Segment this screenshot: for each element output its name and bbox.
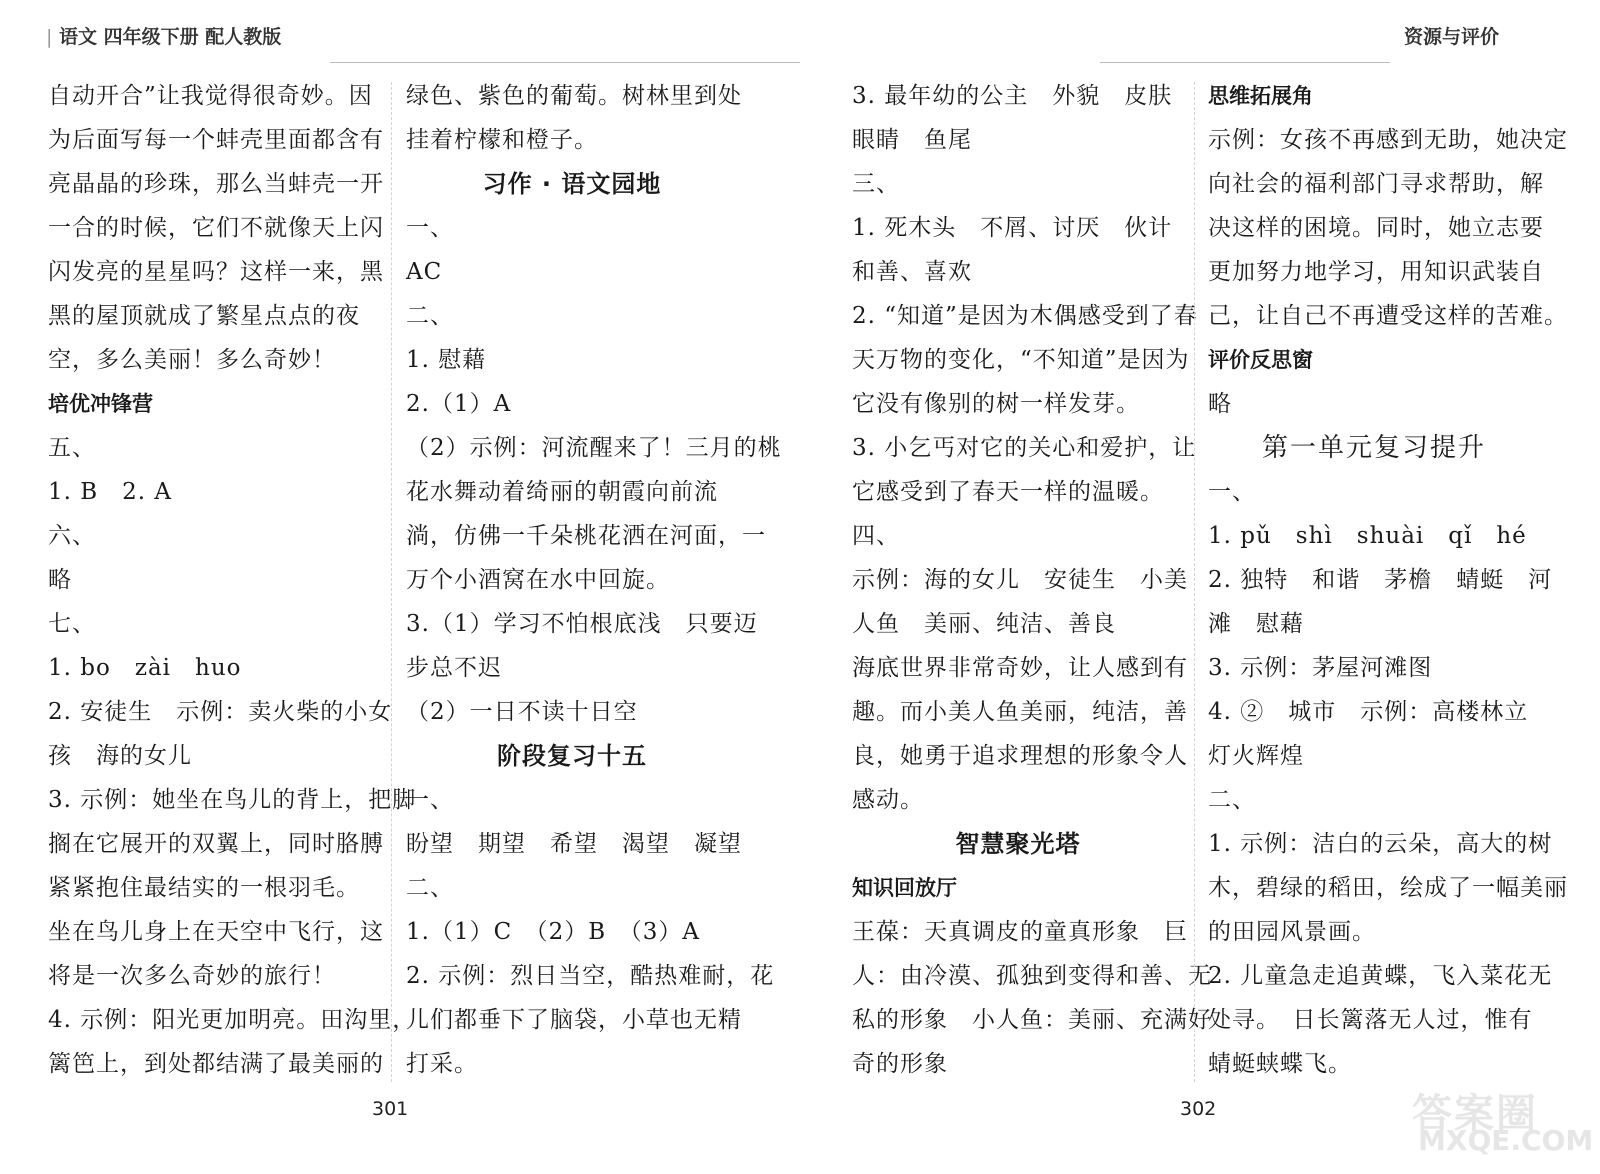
text-line: 趣。而小美人鱼美丽，纯洁，善 bbox=[852, 699, 1188, 725]
text-line: 一、 bbox=[406, 215, 454, 241]
text-line: 绿色、紫色的葡萄。树林里到处 bbox=[406, 83, 742, 109]
text-line: 搁在它展开的双翼上，同时胳膊 bbox=[48, 831, 384, 857]
section-heading: 第一单元复习提升 bbox=[1261, 433, 1486, 463]
text-line: 孩 海的女儿 bbox=[48, 743, 192, 769]
section-heading: 知识回放厅 bbox=[852, 876, 957, 900]
section-heading: 智慧聚光塔 bbox=[955, 830, 1081, 858]
column-1 bbox=[48, 74, 417, 1086]
text-line: 1. pǔ shì shuài qǐ hé bbox=[1208, 523, 1527, 549]
text-line: 打采。 bbox=[406, 1051, 478, 1077]
text-line: 四、 bbox=[852, 523, 900, 549]
text-line: 灯火辉煌 bbox=[1208, 743, 1304, 769]
column-3 bbox=[852, 74, 1212, 1086]
text-line: 处寻。 日长篱落无人过，惟有 bbox=[1208, 1007, 1533, 1033]
text-line: 将是一次多么奇妙的旅行！ bbox=[48, 963, 336, 989]
text-line: 3. 示例：茅屋河滩图 bbox=[1208, 655, 1433, 681]
header-rule-right bbox=[1100, 62, 1390, 63]
header-rule-left bbox=[330, 62, 800, 63]
text-line: 感动。 bbox=[852, 787, 924, 813]
text-line: 2. 安徒生 示例：卖火柴的小女 bbox=[48, 699, 393, 725]
text-line: 4. ② 城市 示例：高楼林立 bbox=[1208, 699, 1529, 725]
text-line: 决这样的困境。同时，她立志要 bbox=[1208, 215, 1544, 241]
text-line: 3.（1）学习不怕根底浅 只要迈 bbox=[406, 611, 758, 637]
text-line: 为后面写每一个蚌壳里面都含有 bbox=[48, 127, 384, 153]
text-line: 1. B 2. A bbox=[48, 479, 173, 505]
section-heading: 评价反思窗 bbox=[1208, 348, 1313, 372]
text-line: 五、 bbox=[48, 435, 96, 461]
watermark-logo: 答案圈 bbox=[1412, 1091, 1538, 1137]
text-line: 二、 bbox=[406, 303, 454, 329]
text-line: 1.（1）C （2）B （3）A bbox=[406, 919, 700, 945]
text-line: 和善、喜欢 bbox=[852, 259, 972, 285]
text-line: 奇的形象 bbox=[852, 1051, 948, 1077]
text-line: 二、 bbox=[1208, 787, 1256, 813]
text-line: 人鱼 美丽、纯洁、善良 bbox=[852, 611, 1116, 637]
text-line: 淌，仿佛一千朵桃花洒在河面，一 bbox=[406, 523, 766, 549]
header-left-text: 语文 四年级下册 配人教版 bbox=[59, 26, 282, 48]
column-4 bbox=[1208, 74, 1568, 1086]
section-heading: 习作 · 语文园地 bbox=[482, 170, 662, 198]
text-line: 蜻蜓蛱蝶飞。 bbox=[1208, 1051, 1352, 1077]
section-heading: 阶段复习十五 bbox=[497, 742, 647, 770]
text-line: 天万物的变化，“不知道”是因为 bbox=[852, 347, 1190, 373]
text-line: 自动开合”让我觉得很奇妙。因 bbox=[48, 83, 373, 109]
text-line: 略 bbox=[48, 567, 72, 593]
text-line: 一合的时候，它们不就像天上闪 bbox=[48, 215, 384, 241]
section-heading: 培优冲锋营 bbox=[48, 392, 153, 416]
text-line: 木，碧绿的稻田，绘成了一幅美丽 bbox=[1208, 875, 1568, 901]
text-line: 黑的屋顶就成了繁星点点的夜 bbox=[48, 303, 360, 329]
text-line: 3. 示例：她坐在鸟儿的背上，把脚 bbox=[48, 787, 417, 813]
text-line: 1. 死木头 不屑、讨厌 伙计 bbox=[852, 215, 1173, 241]
text-line: 2. “知道”是因为木偶感受到了春 bbox=[852, 303, 1198, 329]
text-line: 1. 慰藉 bbox=[406, 347, 487, 373]
text-line: 3. 最年幼的公主 外貌 皮肤 bbox=[852, 83, 1173, 109]
text-line: 它没有像别的树一样发芽。 bbox=[852, 391, 1140, 417]
text-line: 七、 bbox=[48, 611, 96, 637]
column-2 bbox=[406, 74, 782, 1086]
text-line: 挂着柠檬和橙子。 bbox=[406, 127, 598, 153]
watermark-url: MXQE.COM bbox=[1418, 1124, 1594, 1157]
text-line: AC bbox=[406, 259, 443, 285]
text-line: 亮晶晶的珍珠，那么当蚌壳一开 bbox=[48, 171, 384, 197]
text-line: 向社会的福利部门寻求帮助，解 bbox=[1208, 171, 1544, 197]
text-line: 2. 独特 和谐 茅檐 蜻蜓 河 bbox=[1208, 567, 1553, 593]
text-line: 它感受到了春天一样的温暖。 bbox=[852, 479, 1164, 505]
column-divider-left bbox=[391, 82, 392, 1082]
text-line: 步总不迟 bbox=[406, 655, 502, 681]
text-line: 2. 示例：烈日当空，酷热难耐，花 bbox=[406, 963, 775, 989]
text-line: 滩 慰藉 bbox=[1208, 611, 1304, 637]
text-line: 一、 bbox=[1208, 479, 1256, 505]
page-number-left: 301 bbox=[372, 1098, 409, 1120]
column-divider-right bbox=[1194, 82, 1195, 1082]
page-number-right: 302 bbox=[1180, 1098, 1217, 1120]
text-line: 眼睛 鱼尾 bbox=[852, 127, 972, 153]
text-line: 略 bbox=[1208, 391, 1232, 417]
text-line: 海底世界非常奇妙，让人感到有 bbox=[852, 655, 1188, 681]
text-line: 空，多么美丽！多么奇妙！ bbox=[48, 347, 336, 373]
text-line: 儿们都垂下了脑袋，小草也无精 bbox=[406, 1007, 742, 1033]
text-line: 1. 示例：洁白的云朵，高大的树 bbox=[1208, 831, 1553, 857]
text-line: 2.（1）A bbox=[406, 391, 512, 417]
text-line: 良，她勇于追求理想的形象令人 bbox=[852, 743, 1188, 769]
text-line: 王葆：天真调皮的童真形象 巨 bbox=[852, 919, 1188, 945]
text-line: 私的形象 小人鱼：美丽、充满好 bbox=[852, 1007, 1212, 1033]
text-line: 紧紧抱住最结实的一根羽毛。 bbox=[48, 875, 360, 901]
text-line: 人：由冷漠、孤独到变得和善、无 bbox=[852, 963, 1212, 989]
header-left: | 语文 四年级下册 配人教版 bbox=[46, 26, 282, 48]
text-line: 三、 bbox=[852, 171, 900, 197]
text-line: 闪发亮的星星吗？这样一来，黑 bbox=[48, 259, 384, 285]
text-line: 示例：海的女儿 安徒生 小美 bbox=[852, 567, 1188, 593]
text-line: （2）一日不读十日空 bbox=[406, 699, 638, 725]
text-line: 己，让自己不再遭受这样的苦难。 bbox=[1208, 303, 1568, 329]
text-line: 1. bo zài huo bbox=[48, 655, 242, 681]
section-heading: 思维拓展角 bbox=[1208, 84, 1313, 108]
text-line: 2. 儿童急走追黄蝶，飞入菜花无 bbox=[1208, 963, 1553, 989]
text-line: 更加努力地学习，用知识武装自 bbox=[1208, 259, 1544, 285]
text-line: 坐在鸟儿身上在天空中飞行，这 bbox=[48, 919, 384, 945]
text-line: 3. 小乞丐对它的关心和爱护，让 bbox=[852, 435, 1197, 461]
text-line: 万个小酒窝在水中回旋。 bbox=[406, 567, 670, 593]
text-line: 盼望 期望 希望 渴望 凝望 bbox=[406, 831, 742, 857]
text-line: （2）示例：河流醒来了！三月的桃 bbox=[406, 435, 782, 461]
text-line: 的田园风景画。 bbox=[1208, 919, 1376, 945]
header-right: 资源与评价 bbox=[1404, 26, 1500, 48]
text-line: 篱笆上，到处都结满了最美丽的 bbox=[48, 1051, 384, 1077]
text-line: 一、 bbox=[406, 787, 454, 813]
text-line: 二、 bbox=[406, 875, 454, 901]
text-line: 4. 示例：阳光更加明亮。田沟里， bbox=[48, 1007, 417, 1033]
text-line: 示例：女孩不再感到无助，她决定 bbox=[1208, 127, 1568, 153]
text-line: 六、 bbox=[48, 523, 96, 549]
text-line: 花水舞动着绮丽的朝霞向前流 bbox=[406, 479, 718, 505]
